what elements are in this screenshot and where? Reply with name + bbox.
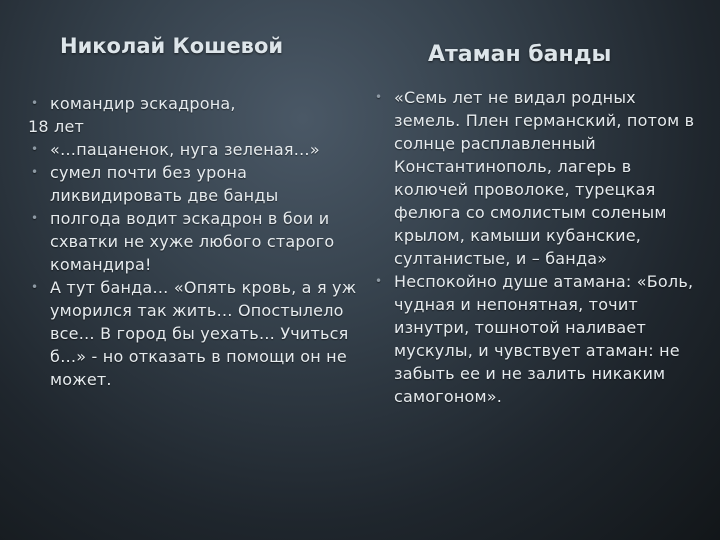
list-item-text: «Семь лет не видал родных земель. Плен германский, потом в солнце расплавленный Константинополь, лагерь в колючей проволоке, турецкая фелюга со смолистым соленым крылом, камыши кубанские, султанистые, и – банда» [394,88,695,268]
list-item-text: сумел почти без урона ликвидировать две банды [50,163,279,205]
list-item [28,161,358,207]
right-column-title: Атаман банды [428,42,612,67]
list-item [372,270,702,408]
list-item [28,92,358,115]
list-item-text: полгода водит эскадрон в бои и схватки не хуже любого старого командира! [50,209,335,274]
list-item [28,138,358,161]
bullet-icon: • [375,274,383,288]
list-item-text: 18 лет [28,117,85,136]
right-column-content [372,86,702,408]
list-item-text: «…пацаненок, нуга зеленая…» [50,140,320,159]
bullet-icon: • [375,90,383,104]
bullet-icon: • [31,280,39,294]
bullet-icon: • [31,211,39,225]
bullet-icon: • [31,96,39,110]
list-item [372,86,702,270]
list-item [28,115,358,138]
list-item-text: Неспокойно душе атамана: «Боль, чудная и непонятная, точит изнутри, тошнотой наливает мускулы, и чувствует атаман: не забыть ее и не залить никаким самогоном». [394,272,694,406]
bullet-icon: • [31,142,39,156]
list-item [28,276,358,391]
list-item-text: А тут банда… «Опять кровь, а я уж уморился так жить… Опостылело все… В город бы уехать… Учиться б…» - но отказать в помощи он не может. [50,278,357,389]
list-item-text: командир эскадрона, [50,94,236,113]
left-column-content [28,92,358,391]
list-item [28,207,358,276]
left-column-title: Николай Кошевой [60,34,284,58]
bullet-icon: • [31,165,39,179]
